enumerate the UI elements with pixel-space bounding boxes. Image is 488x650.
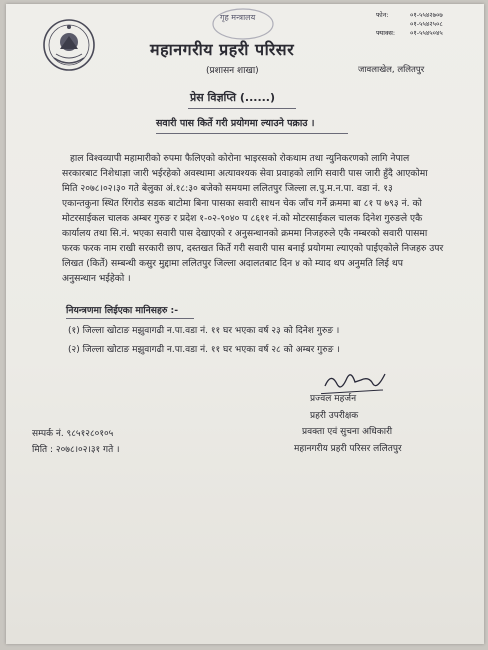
fax-number: ०१-५५४५०४५ — [410, 29, 443, 37]
nepal-police-emblem-icon — [42, 18, 96, 72]
signatory-name: प्रज्वल महर्जन — [310, 394, 357, 404]
arrested-item: (२) जिल्ला खोटाङ मझुवागढी न.पा.वडा नं. ११ घर भएका वर्ष २८ को अम्बर गुरुङ । — [68, 345, 340, 355]
body-line: हाल विश्वव्यापी महामारीको रुपमा फैलिएको कोरोना भाइरसको रोकथाम तथा न्युनिकरणको लागि नेपाल — [70, 153, 410, 164]
arrested-heading: नियन्त्रणमा लिईएका मानिसहरु :- — [66, 305, 179, 316]
contact-number: सम्पर्क नं. ९८५१२८०१०५ — [32, 429, 114, 439]
press-release-title: प्रेस विज्ञप्ति (......) — [190, 91, 276, 104]
stamp-text: गृह मन्त्रालय — [220, 13, 256, 22]
arrested-heading-underline — [66, 318, 194, 319]
signatory-office: महानगरीय प्रहरी परिसर ललितपुर — [294, 444, 402, 454]
body-line: एकान्तकुना स्थित रिंगरोड सडक बाटोमा बिना पासका सवारी साधन चेक जाँच गर्ने क्रममा बा ८१ प ७९३ नं. को — [62, 198, 422, 209]
phone-label: फोन: — [376, 11, 389, 19]
signatory-rank: प्रहरी उपरीक्षक — [310, 411, 359, 421]
body-paragraph — [62, 151, 448, 286]
title-underline — [188, 108, 296, 109]
body-line: फरक फरक नाम राखी सरकारी छाप, दस्तखत किर्ते गरी सवारी पास बनाई प्रयोगमा ल्याएको पाईएकोले निजहरु उपर — [62, 243, 444, 254]
office-location: जावलाखेल, ललितपुर — [358, 65, 425, 75]
ministry-stamp-icon — [208, 6, 278, 44]
body-line: मोटरसाईकल चालक अम्बर गुरुङ र प्रदेश १-०२-९०४० प ८६११ नं.को मोटरसाईकल चालक दिनेश गुरुङले एकै — [62, 213, 423, 224]
body-line: सरकारबाट निशेधाज्ञा जारी भईरहेको अवस्थामा अत्यावश्यक सेवा प्रवाहको लागि सवारी पास जारी हुँदै आएकोमा — [62, 168, 428, 179]
fax-label: फ्याक्स: — [376, 29, 396, 37]
office-name: महानगरीय प्रहरी परिसर — [150, 40, 295, 59]
arrested-item: (१) जिल्ला खोटाङ मझुवागढी न.पा.वडा नं. ११ घर भएका वर्ष २३ को दिनेश गुरुङ । — [68, 326, 340, 336]
branch-name: (प्रशासन शाखा) — [206, 66, 259, 76]
subject-line: सवारी पास किर्ते गरी प्रयोगमा ल्याउने पक्राउ । — [156, 118, 315, 129]
document-page — [6, 4, 484, 644]
body-line: लिखत (किर्ते) सम्बन्धी कसुर मुद्दामा ललितपुर जिल्ला अदालतबाट दिन ४ को म्याद थप अनुमति लिई थप — [62, 258, 403, 269]
body-line: मिति २०७८।०२।३० गते बेलुका अं.१८:३० बजेको समयमा ललितपुर जिल्ला ल.पु.म.न.पा. वडा नं. १३ — [62, 183, 393, 194]
phone-number-1: ०१-५५४२७०७ — [410, 11, 443, 19]
issue-date: मिति : २०७८।०२।३१ गते । — [32, 445, 120, 455]
body-line: कार्यालय तथा सि.नं. भएका सवारी पास देखाएको र अनुसन्धानको क्रममा निजहरुले एकै नम्बरको सवारी पासमा — [62, 228, 428, 239]
body-line: अनुसन्धान भईहेको । — [62, 273, 131, 284]
handwritten-signature-icon — [321, 366, 391, 396]
subject-underline — [156, 133, 348, 134]
signatory-role: प्रवक्ता एवं सुचना अधिकारी — [302, 427, 393, 437]
phone-number-2: ०१-५५४२५०८ — [410, 20, 443, 28]
